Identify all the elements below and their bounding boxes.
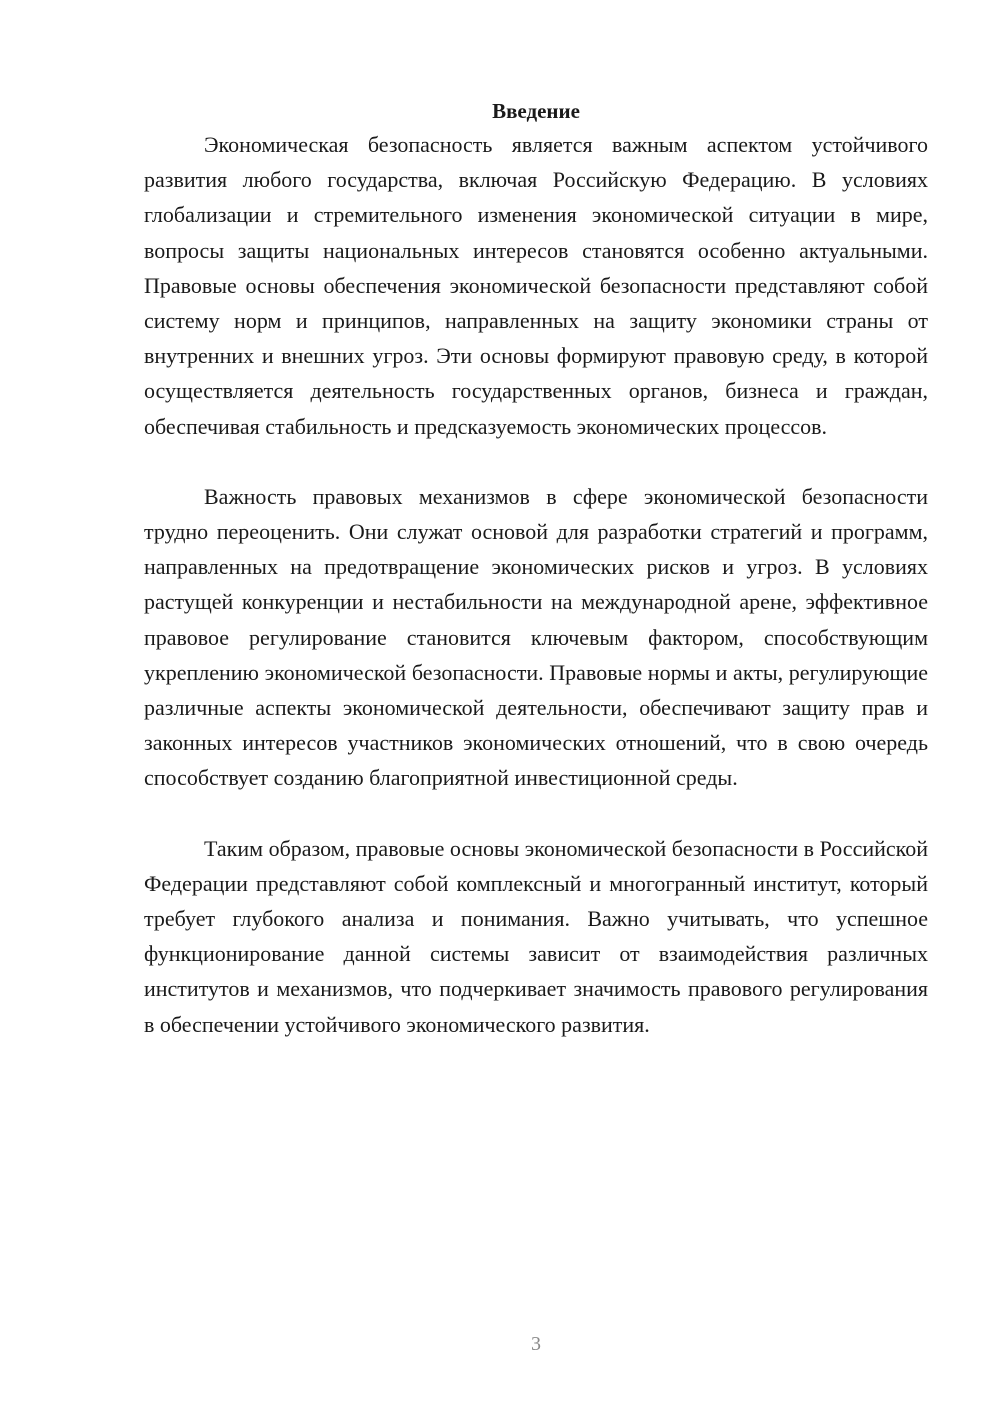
page-content — [144, 95, 928, 1042]
page-number: 3 — [531, 1333, 541, 1355]
paragraph-3: Таким образом, правовые основы экономической безопасности в Российской Федерации представляют собой комплексный и многогранный институт, который требует глубокого анализа и понимания. Важно учитывать, что успешное функционирование данной системы зависит от взаимодействия различных институтов и механизмов, что подчеркивает значимость правового регулирования в обеспечении устойчивого экономического развития. — [144, 835, 928, 1037]
paragraph-1: Экономическая безопасность является важным аспектом устойчивого развития любого государства, включая Российскую Федерацию. В условиях глобализации и стремительного изменения экономической ситуации в мире, вопросы защиты национальных интересов становятся особенно актуальными. Правовые основы обеспечения экономической безопасности представляют собой систему норм и принципов, направленных на защиту экономики страны от внутренних и внешних угроз. Эти основы формируют правовую среду, в которой осуществляется деятельность государственных органов, бизнеса и граждан, обеспечивая стабильность и предсказуемость экономических процессов. — [144, 132, 928, 439]
section-heading: Введение — [492, 99, 580, 123]
paragraph-2: Важность правовых механизмов в сфере экономической безопасности трудно переоценить. Они служат основой для разработки стратегий и программ, направленных на предотвращение экономических рисков и угроз. В условиях растущей конкуренции и нестабильности на международной арене, эффективное правовое регулирование становится ключевым фактором, способствующим укреплению экономической безопасности. Правовые нормы и акты, регулирующие различные аспекты экономической деятельности, обеспечивают защиту прав и законных интересов участников экономических отношений, что в свою очередь способствует созданию благоприятной инвестиционной среды. — [144, 483, 928, 791]
